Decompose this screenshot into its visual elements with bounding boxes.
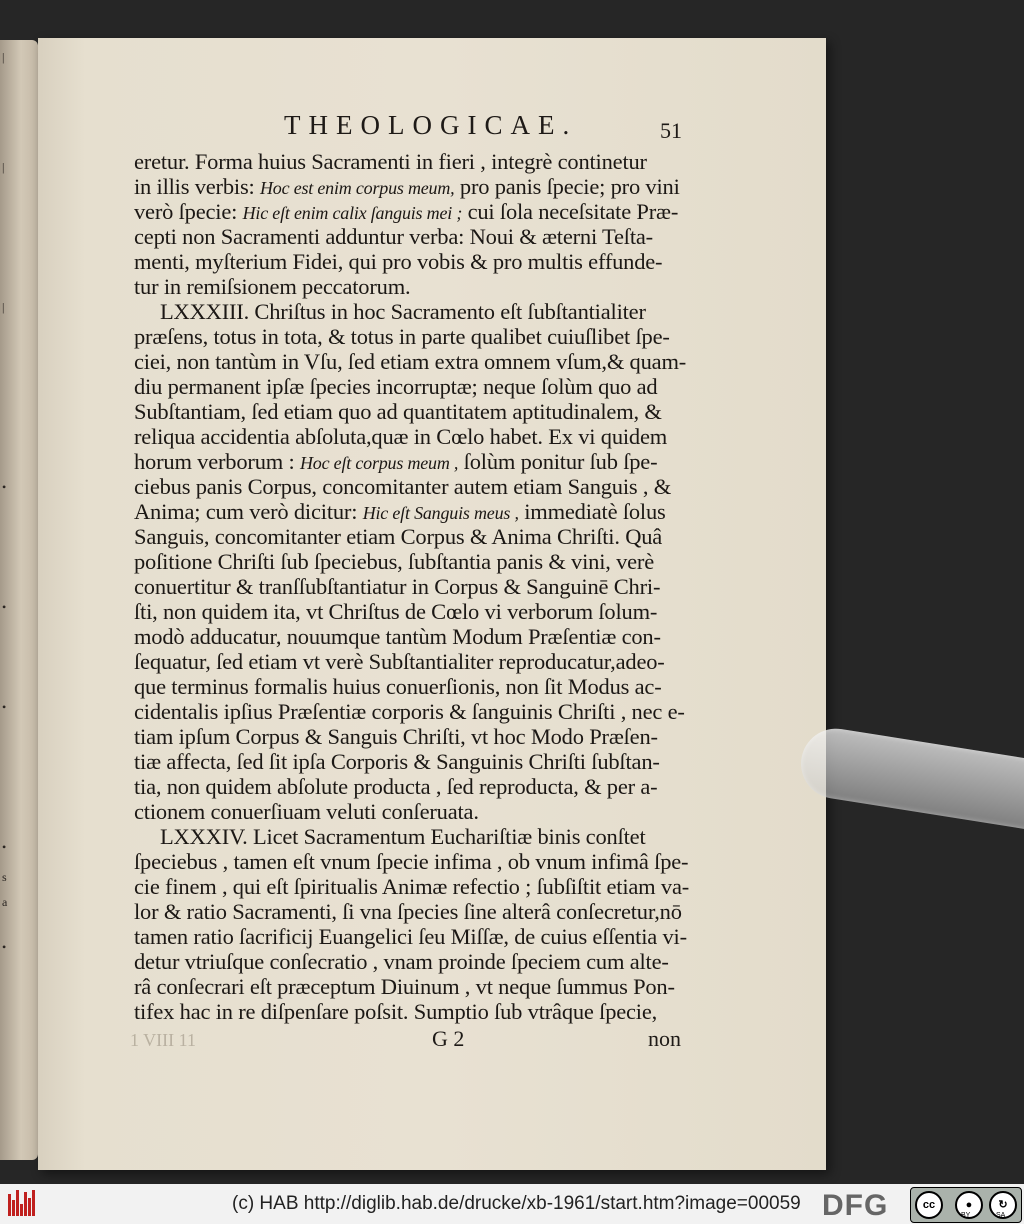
text-line: præſens, totus in tota, & totus in parte qualibet cuiuſlibet ſpe- [134,324,670,349]
text-line: conuertitur & tranſſubſtantiatur in Corpus & Sanguinē Chri- [134,574,661,599]
text-line: que terminus formalis huius conuerſionis, non ſit Modus ac- [134,674,662,699]
text-line: tiæ affecta, ſed ſit ipſa Corporis & Sanguinis Chriſti ſubſtan- [134,749,660,774]
cc-license-badge[interactable] [910,1187,1022,1223]
text-line: horum verborum : Hoc eſt corpus meum , ſolùm ponitur ſub ſpe- [134,449,658,474]
text-line: ctionem conuerſiuam veluti conſeruata. [134,799,479,824]
paragraph-start: LXXXIV. Licet Sacramentum Euchariſtiæ binis conſtet [160,824,646,849]
facing-page-mark: • [2,840,7,854]
catchword: non [648,1026,681,1051]
text-line: modò adducatur, nouumque tantùm Modum Præſentiæ con- [134,624,661,649]
facing-page-mark: s [2,870,7,884]
paragraph-start: LXXXIII. Chriſtus in hoc Sacramento eſt ſubſtantialiter [160,299,646,324]
text-line: lor & ratio Sacramenti, ſi vna ſpecies ſine alterâ conſecretur,nō [134,899,682,924]
facing-page-mark: a [2,895,8,909]
text-line: Sanguis, concomitanter etiam Corpus & Anima Chriſti. Quâ [134,524,663,549]
text-line: eretur. Forma huius Sacramenti in fieri , integrè continetur [134,149,647,174]
text-line: menti, myſterium Fidei, qui pro vobis & pro multis effunde- [134,249,663,274]
sa-share-icon: ↻ [989,1191,1017,1219]
signature-mark: G 2 [432,1026,465,1051]
bleed-through-text: 1 VIII 11 [130,1030,196,1050]
facing-page-mark: | [2,300,5,314]
text-line: cie finem , qui eſt ſpiritualis Animæ refectio ; ſubſiſtit etiam va- [134,874,690,899]
page-holder-tool [796,724,1024,831]
text-line: reliqua accidentia abſoluta,quæ in Cœlo habet. Ex vi quidem [134,424,668,449]
license-sa-label: SA [996,1212,1006,1219]
text-line: ſti, non quidem ita, vt Chriſtus de Cœlo vi verborum ſolum- [134,599,658,624]
page-number: 51 [660,118,682,143]
text-line: ſpeciebus , tamen eſt vnum ſpecie infima , ob vnum infimâ ſpe- [134,849,689,874]
running-header: THEOLOGICAE. [284,110,578,140]
text-line: Subſtantiam, ſed etiam quo ad quantitatem aptitudinalem, & [134,399,662,424]
license-by-label: BY [961,1212,971,1219]
facing-page-mark: • [2,940,7,954]
text-line: Anima; cum verò dicitur: Hic eſt Sanguis meus , immediatè ſolus [134,499,666,524]
text-line: diu permanent ipſæ ſpecies incorruptæ; neque ſolùm quo ad [134,374,658,399]
credit-bar [0,1184,1024,1224]
facing-page-mark: | [2,50,5,64]
hab-logo-icon[interactable] [8,1190,38,1218]
facing-page-mark: • [2,700,7,714]
facing-page-mark: • [2,480,7,494]
text-line: ciei, non tantùm in Vſu, ſed etiam extra omnem vſum,& quam- [134,349,687,374]
text-line: ciebus panis Corpus, concomitanter autem etiam Sanguis , & [134,474,672,499]
text-line: poſitione Chriſti ſub ſpeciebus, ſubſtantia panis & vini, verè [134,549,655,574]
dfg-logo[interactable]: DFG [822,1189,889,1222]
text-line: tamen ratio ſacrificij Euangelici ſeu Miſſæ, de cuius eſſentia vi- [134,924,687,949]
text-line: tiam ipſum Corpus & Sanguis Chriſti, vt hoc Modo Præſen- [134,724,658,749]
text-line: tia, non quidem abſolute producta , ſed reproducta, & per a- [134,774,658,799]
text-line: cepti non Sacramenti adduntur verba: Noui & æterni Teſta- [134,224,653,249]
italic-quote: Hoc eſt corpus meum , [299,453,459,473]
text-line: cidentalis ipſius Præſentiæ corporis & ſanguinis Chriſti , nec e- [134,699,685,724]
facing-page-mark: | [2,160,5,174]
cc-icon: cc [915,1191,943,1219]
by-person-icon: ● [955,1191,983,1219]
text-line: detur vtriuſque conſecratio , vnam proinde ſpeciem cum alte- [134,949,669,974]
text-line: verò ſpecie: Hic eſt enim calix ſanguis mei ; cui ſola neceſsitate Præ- [134,199,679,224]
italic-quote: Hoc est enim corpus meum, [260,178,455,198]
text-line: ſequatur, ſed etiam vt verè Subſtantialiter reproducatur,adeo- [134,649,665,674]
text-line: tifex hac in re diſpenſare poſsit. Sumptio ſub vtrâque ſpecie, [134,999,658,1024]
text-line: tur in remiſsionem peccatorum. [134,274,411,299]
facing-page-mark: • [2,600,7,614]
italic-quote: Hic eſt enim calix ſanguis mei ; [242,203,463,223]
credit-link[interactable]: (c) HAB http://diglib.hab.de/drucke/xb-1961/start.htm?image=00059 [232,1193,801,1214]
text-line: in illis verbis: Hoc est enim corpus meum, pro panis ſpecie; pro vini [134,174,680,199]
facing-page-edge [0,40,38,1160]
italic-quote: Hic eſt Sanguis meus , [362,503,519,523]
text-line: râ conſecrari eſt præceptum Diuinum , vt neque ſummus Pon- [134,974,675,999]
